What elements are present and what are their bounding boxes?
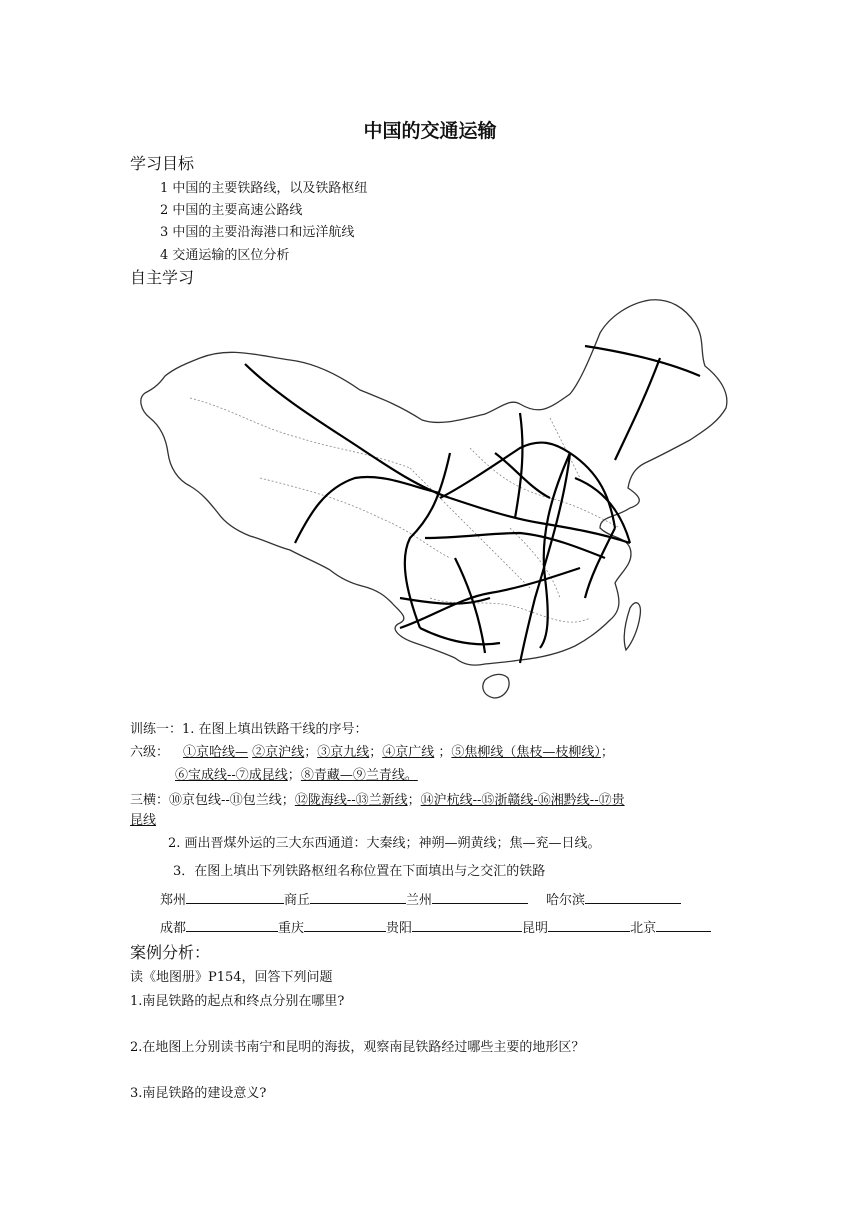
line-longhai-lanxin: ⑫陇海线--⑬兰新线 — [294, 793, 408, 808]
hubs-row-2 — [160, 917, 711, 936]
hub-label: 北京 — [630, 921, 657, 936]
page-title: 中国的交通运输 — [363, 120, 497, 142]
line-jingha: ①京哈线— — [183, 745, 249, 760]
vertical-label: 六级： — [130, 745, 170, 760]
objective-item: 4 交通运输的区位分析 — [160, 248, 290, 263]
answer-blank[interactable] — [186, 918, 278, 932]
self-study-heading: 自主学习 — [130, 268, 195, 287]
case-question: 1.南昆铁路的起点和终点分别在哪里? — [130, 994, 345, 1009]
exercise-q2: 2. 画出晋煤外运的三大东西通道：大秦线；神朔—朔黄线；焦—兖—日线。 — [168, 836, 601, 851]
hub-label: 重庆 — [278, 921, 305, 936]
line-jingjiu: ③京九线 — [317, 745, 370, 760]
vertical-lines-row-2 — [175, 764, 418, 783]
hub-label: 郑州 — [160, 893, 187, 908]
objective-item: 2 中国的主要高速公路线 — [160, 203, 303, 218]
answer-blank[interactable] — [412, 918, 522, 932]
case-intro: 读《地图册》P154，回答下列问题 — [130, 970, 333, 985]
objectives-heading: 学习目标 — [130, 154, 195, 173]
exercise-q3: 3．在图上填出下列铁路枢纽名称位置在下面填出与之交汇的铁路 — [173, 864, 546, 879]
line-jingguang: ④京广线 — [382, 745, 435, 760]
line-huhang-zhegan-xiangqian-guikun: ⑭沪杭线--⑮浙赣线-⑯湘黔线--⑰贵 — [420, 793, 625, 808]
answer-blank[interactable] — [310, 890, 406, 904]
answer-blank[interactable] — [585, 890, 681, 904]
hub-label: 哈尔滨 — [546, 893, 586, 908]
china-railway-map — [130, 298, 740, 708]
hub-label: 兰州 — [406, 893, 433, 908]
horizontal-lines-row — [130, 789, 625, 808]
hub-label: 昆明 — [522, 921, 549, 936]
case-heading: 案例分析： — [130, 943, 211, 962]
hubs-row-1 — [160, 889, 681, 908]
horizontal-label: 三横： — [130, 793, 170, 808]
separator: ； — [304, 745, 318, 760]
hub-label: 商丘 — [284, 893, 311, 908]
line-qingzang-lanqing: ⑧青藏—⑨兰青线。 — [300, 768, 418, 783]
exercise-q1: 训练一：1. 在图上填出铁路干线的序号： — [130, 722, 368, 737]
answer-blank[interactable] — [304, 918, 386, 932]
line-jinghu: ②京沪线 — [252, 745, 305, 760]
separator: ； — [600, 745, 614, 760]
separator: ； — [407, 793, 421, 808]
answer-blank[interactable] — [432, 890, 528, 904]
answer-blank[interactable] — [656, 918, 711, 932]
hub-label: 贵阳 — [386, 921, 413, 936]
railway-lines — [245, 346, 700, 663]
province-borders — [190, 398, 620, 622]
answer-blank[interactable] — [186, 890, 284, 904]
separator: ； — [369, 745, 383, 760]
line-jingbao-baolan: ⑩京包线--⑪包兰线； — [169, 793, 295, 808]
hub-label: 成都 — [160, 921, 187, 936]
case-question: 2.在地图上分别读书南宁和昆明的海拔，观察南昆铁路经过哪些主要的地形区？ — [130, 1040, 585, 1055]
objective-item: 3 中国的主要沿海港口和远洋航线 — [160, 225, 355, 240]
line-jiaoliu: ⑤焦柳线（焦枝—枝柳线） — [451, 745, 601, 760]
china-outline — [141, 300, 727, 698]
case-question: 3.南昆铁路的建设意义? — [130, 1086, 267, 1101]
vertical-lines-row — [130, 741, 614, 760]
line-baocheng-chengkun: ⑥宝成线--⑦成昆线 — [175, 768, 288, 783]
separator: ； — [287, 768, 301, 783]
objective-item: 1 中国的主要铁路线，以及铁路枢纽 — [160, 181, 368, 196]
separator: ； — [434, 745, 452, 760]
line-guikun-continued: 昆线 — [130, 813, 157, 828]
answer-blank[interactable] — [548, 918, 630, 932]
